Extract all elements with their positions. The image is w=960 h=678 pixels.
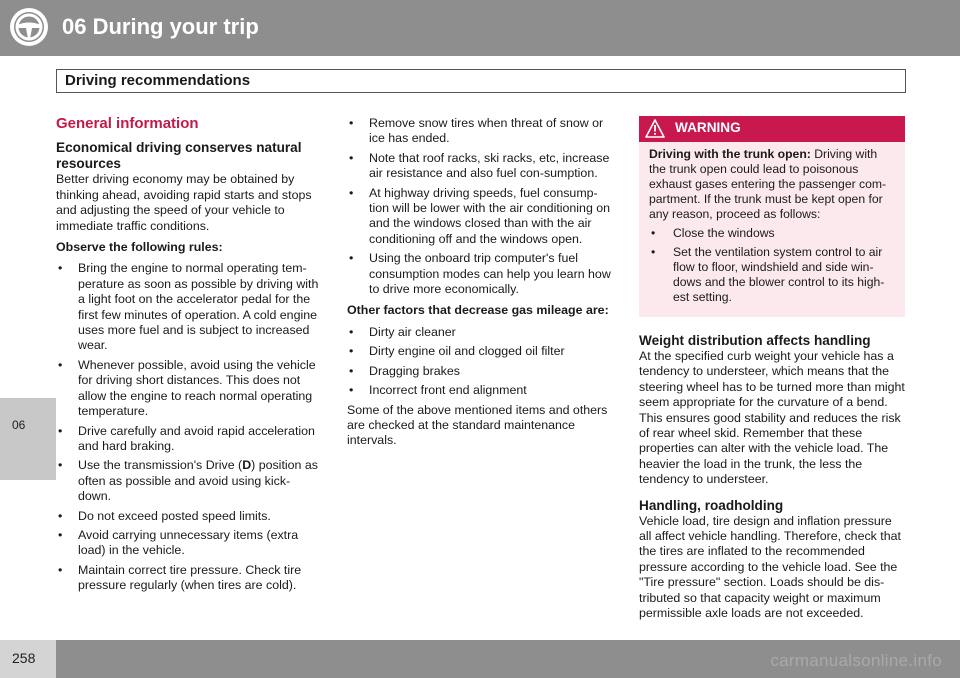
warning-box — [639, 116, 905, 317]
tips-list — [347, 116, 615, 297]
factors-list — [347, 325, 615, 399]
intro-paragraph: Better driving economy may be obtained by thinking ahead, avoiding rapid starts and stops and adjusting the speed of your vehicle to immediate traffic conditions. — [56, 172, 312, 233]
warning-lead-text: Driving with the trunk open could lead to poisonous exhaust gases entering the passenger com-partment. If the trunk must be kept open for any reason, proceed as follows: — [649, 147, 887, 221]
list-item: • Whenever possible, avoid using the vehicle for driving short distances. This does not allow the engine to reach normal operating temperature. — [56, 358, 322, 420]
list-item: • Dragging brakes — [347, 364, 615, 379]
column-1 — [56, 116, 322, 598]
rules-label: Observe the following rules: — [56, 240, 223, 255]
subheading: Economical driving conserves natural resources — [56, 140, 302, 172]
list-item: • Using the onboard trip computer's fuel consumption modes can help you learn how to drive more economically. — [347, 251, 615, 297]
list-item: • Drive carefully and avoid rapid acceleration and hard braking. — [56, 424, 322, 455]
steering-wheel-icon — [8, 6, 50, 48]
factors-label: Other factors that decrease gas mileage are: — [347, 303, 609, 318]
list-item: • Set the ventilation system control to air flow to floor, windshield and side win-dows and the blower control to its high-est setting. — [649, 245, 895, 305]
warning-body — [639, 142, 905, 305]
warning-triangle-icon — [645, 119, 665, 138]
chapter-tab[interactable] — [0, 398, 56, 480]
section-header — [56, 69, 906, 93]
warning-title: WARNING — [675, 120, 741, 135]
list-item: • Dirty engine oil and clogged oil filter — [347, 344, 615, 359]
rules-list — [56, 261, 322, 593]
list-item: • Close the windows — [649, 226, 895, 241]
warning-text — [649, 147, 895, 222]
chapter-title: 06 During your trip — [62, 14, 259, 39]
list-item: • Maintain correct tire pressure. Check tire pressure regularly (when tires are cold). — [56, 563, 322, 594]
watermark: carmanualsonline.info — [770, 651, 942, 670]
list-item: • Incorrect front end alignment — [347, 383, 615, 398]
weight-paragraph: At the specified curb weight your vehicle has a tendency to understeer, which means that the steering wheel has to be turned more than might seem appropriate for the curvature of a bend. This ensures good stability and reduces the risk of rear wheel skid. Remember that these properties can alter with the vehicle load. The heavier the load in the trunk, the less the tendency to understeer. — [639, 349, 905, 487]
drive-text-after: ) position as often as possible and avoid using kick-down. — [78, 458, 318, 504]
list-item: • Do not exceed posted speed limits. — [56, 509, 322, 524]
closing-paragraph: Some of the above mentioned items and others are checked at the standard maintenance intervals. — [347, 402, 608, 448]
handling-paragraph: Vehicle load, tire design and inflation pressure all affect vehicle handling. Therefore, check that the tires are inflated to the recommended pressure according to the vehicle load. See the "Tire pressure" section. Loads should be dis-tributed so that capacity weight or maximum permissible axle loads are not exceeded. — [639, 513, 901, 621]
column-3 — [639, 116, 905, 627]
warning-header — [639, 116, 905, 142]
page-number: 258 — [12, 650, 36, 666]
list-item: • Dirty air cleaner — [347, 325, 615, 340]
weight-heading: Weight distribution affects handling — [639, 333, 871, 348]
section-heading: General information — [56, 115, 199, 132]
warning-list — [649, 226, 895, 305]
section-title: Driving recommendations — [65, 72, 251, 89]
drive-text-before: Use the transmission's Drive ( — [78, 458, 243, 473]
list-item: • Bring the engine to normal operating tem-perature as soon as possible by driving with a light foot on the accelerator pedal for the first few minutes of operation. A cold engine uses more fuel and is subject to increased wear. — [56, 261, 322, 353]
chapter-tab-label: 06 — [12, 418, 26, 432]
chapter-header-bar — [0, 0, 960, 56]
list-item: • Note that roof racks, ski racks, etc, increase air resistance and also fuel con-sumption. — [347, 151, 615, 182]
handling-heading: Handling, roadholding — [639, 497, 784, 513]
drive-mode-letter: D — [242, 458, 252, 473]
list-item: • Remove snow tires when threat of snow or ice has ended. — [347, 116, 615, 147]
sidebar — [0, 56, 56, 396]
list-item — [56, 458, 322, 504]
column-2 — [347, 116, 615, 454]
list-item: • At highway driving speeds, fuel consump-tion will be lower with the air conditioning on and the windows closed than with the air conditioning off and the windows open. — [347, 186, 615, 248]
warning-lead: Driving with the trunk open: — [649, 147, 811, 161]
list-item: • Avoid carrying unnecessary items (extra load) in the vehicle. — [56, 528, 322, 559]
